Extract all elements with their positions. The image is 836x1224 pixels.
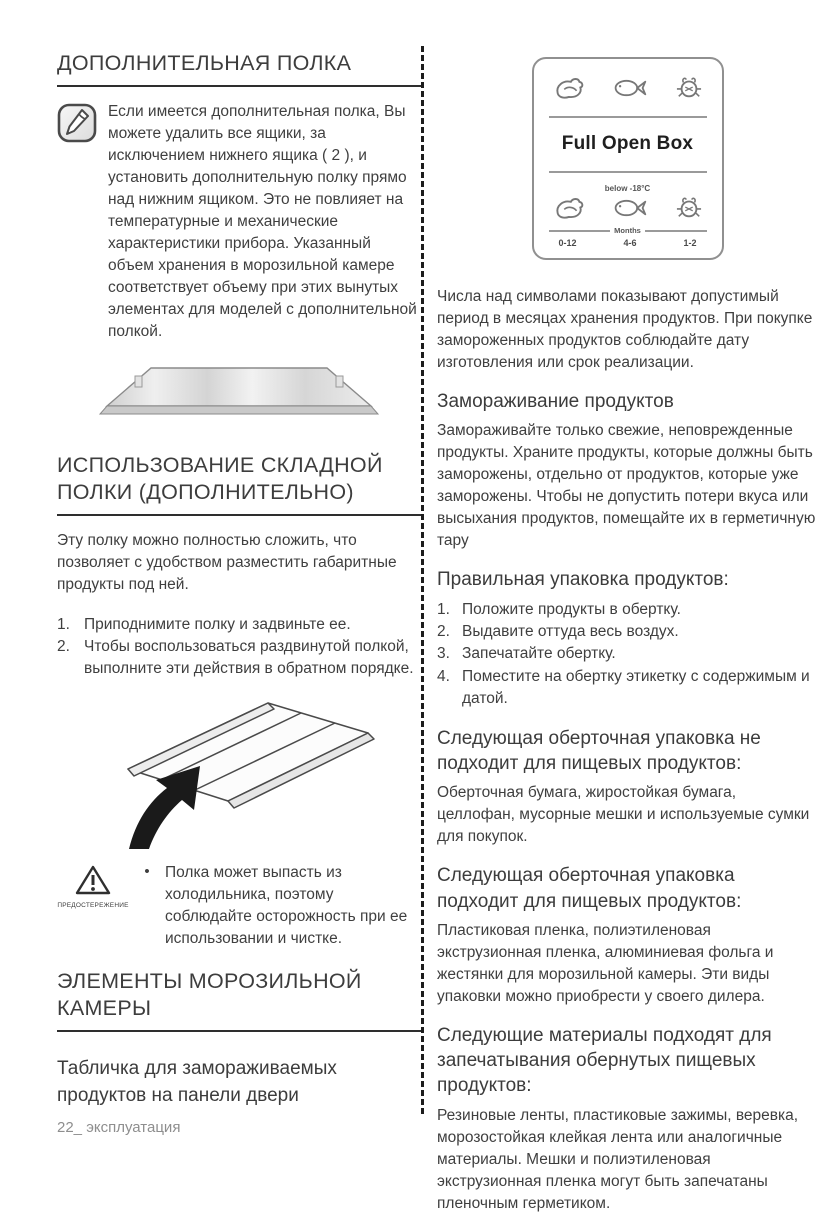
list-number: 1.	[437, 600, 450, 618]
folding-shelf-intro: Эту полку можно полностью сложить, что позволяет с удобством разместить габаритные продукты под ней.	[57, 531, 397, 593]
list-text: Поместите на обертку этикетку с содержимым и датой.	[462, 667, 810, 708]
list-item	[437, 621, 818, 643]
section-title-additional-shelf: ДОПОЛНИТЕЛЬНАЯ ПОЛКА	[57, 50, 421, 87]
card-divider-line	[549, 116, 707, 118]
crab-icon	[674, 195, 704, 226]
page-footer: 22_ эксплуатация	[57, 1119, 181, 1136]
list-text: Положите продукты в обертку.	[462, 600, 681, 618]
list-number: 4.	[437, 667, 450, 685]
heading-sealing-materials: Следующие материалы подходят для запечатывания обернутых пищевых продуктов:	[437, 1024, 772, 1097]
right-column	[437, 50, 818, 1224]
list-text: Чтобы воспользоваться раздвинутой полкой, выполните эти действия в обратном порядке.	[84, 638, 414, 678]
list-item	[437, 643, 818, 665]
months-line	[549, 226, 707, 235]
list-item	[57, 614, 421, 636]
list-text: Выдавите оттуда весь воздух.	[462, 623, 679, 640]
crab-icon	[674, 75, 704, 106]
pencil-note-icon	[57, 101, 97, 343]
section-title-folding-shelf: ИСПОЛЬЗОВАНИЕ СКЛАДНОЙ ПОЛКИ (ДОПОЛНИТЕЛЬНО)	[57, 452, 421, 516]
column-divider	[421, 46, 424, 1114]
folding-shelf-steps	[57, 614, 421, 681]
list-text: Запечатайте обертку.	[462, 645, 616, 663]
months-value: 0-12	[558, 238, 577, 248]
suitable-wrapping-text: Пластиковая пленка, полиэтиленовая экструзионная пленка, алюминиевая фольга и жестянки для морозильной камеры. Эти виды упаковки можно приобрести у своего дилера.	[437, 921, 774, 1005]
section-title-freezer-parts: ЭЛЕМЕНТЫ МОРОЗИЛЬНОЙ КАМЕРЫ	[57, 968, 421, 1032]
left-column	[57, 50, 421, 1109]
freezing-text: Замораживайте только свежие, неповрежденные продукты. Храните продукты, которые должны быть заморожены, отдельно от продуктов, которые уже заморожены. Чтобы не допустить потери вкуса или высыхания продуктов, помещайте их в герметичную тару	[437, 422, 816, 550]
heading-freezing: Замораживание продуктов	[437, 391, 674, 412]
caution-block	[57, 862, 421, 950]
shelf-figure	[57, 361, 421, 428]
poultry-icon	[552, 74, 586, 106]
list-number: 2.	[437, 623, 450, 640]
unsuitable-wrapping-text: Оберточная бумага, жиростойкая бумага, целлофан, мусорные мешки и используемые сумки для покупок.	[437, 784, 810, 846]
list-item	[437, 666, 818, 711]
months-value: 4-6	[623, 238, 637, 248]
card-title: Full Open Box	[561, 133, 694, 154]
poultry-icon	[552, 194, 586, 226]
list-item	[57, 636, 421, 681]
folding-shelf-figure	[103, 689, 421, 858]
packing-steps	[437, 599, 818, 711]
months-label: Months	[614, 226, 641, 235]
list-number: 3.	[437, 645, 450, 663]
food-icons-row	[547, 195, 709, 225]
card-temperature: below -18°C	[604, 184, 651, 193]
list-number: 2.	[57, 638, 70, 656]
caution-label: ПРЕДОСТЕРЕЖЕНИЕ	[57, 901, 129, 909]
food-icons-row	[547, 75, 709, 105]
subsection-title-door-label: Табличка для замораживаемых продуктов на панели двери	[57, 1057, 337, 1106]
fish-icon	[612, 78, 648, 103]
heading-unsuitable-wrapping: Следующая оберточная упаковка не подходит для пищевых продуктов:	[437, 727, 761, 775]
list-number: 1.	[57, 615, 70, 633]
months-value: 1-2	[683, 238, 697, 248]
heading-correct-packing: Правильная упаковка продуктов:	[437, 569, 729, 591]
warning-triangle-icon	[57, 862, 129, 909]
months-explanation-text: Числа над символами показывают допустимый период в месяцах хранения продуктов. При покупке замороженных продуктов соблюдайте дату изготовления или срок реализации.	[437, 288, 813, 371]
list-text: Приподнимите полку и задвиньте ее.	[84, 615, 351, 633]
months-values-row	[547, 238, 709, 248]
heading-suitable-wrapping: Следующая оберточная упаковка подходит для пищевых продуктов:	[437, 865, 742, 912]
freezer-door-label-figure	[532, 57, 724, 260]
bullet: •	[144, 862, 150, 880]
note-text: Если имеется дополнительная полка, Вы можете удалить все ящики, за исключением нижнего ящика ( 2 ), и установить дополнительную полку прямо над нижним ящиком. Это не повлияет на температурные и механические характеристики прибора. Указанный объем хранения в морозильной камере соответствует объему при этих вынутых элементах для моделей с дополнительной полкой.	[108, 102, 417, 340]
list-item	[437, 599, 818, 621]
card-divider-line	[549, 171, 707, 173]
sealing-materials-text: Резиновые ленты, пластиковые зажимы, веревка, морозостойкая клейкая лента или аналогичные материалы. Мешки и полиэтиленовая экструзионная пленка могут быть запечатаны пленочным герметиком.	[437, 1106, 799, 1212]
fish-icon	[612, 198, 648, 223]
note-block	[57, 101, 421, 343]
caution-text: Полка может выпасть из холодильника, поэтому соблюдайте осторожность при ее использовании и чистке.	[165, 863, 408, 947]
